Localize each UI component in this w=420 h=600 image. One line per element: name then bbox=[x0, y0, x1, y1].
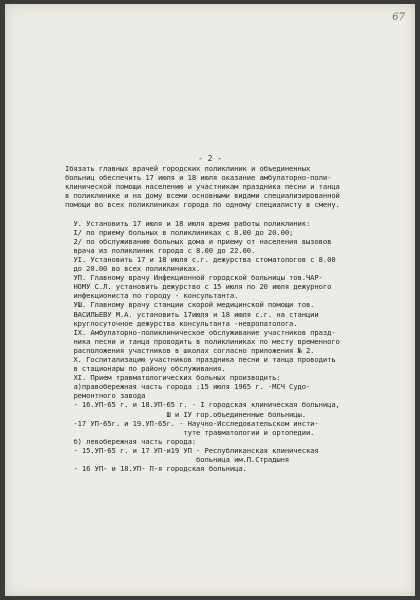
text-line: расположения участников в школах согласно приложения № 2. bbox=[65, 345, 315, 355]
text-line: УШ. Главному врачу станции скорой медицинской помощи тов. bbox=[65, 300, 315, 310]
text-line: -17 УП-65г. и 19.УП-65г. - Научно-Исследовательском инсти- bbox=[65, 418, 319, 428]
document-page bbox=[5, 4, 415, 596]
text-line: ремонтного завода bbox=[65, 391, 146, 401]
text-line: врача из поликлиник города с 8.00 до 22.00. bbox=[65, 245, 256, 255]
text-line: УI. Установить 17 и 18 июля с.г. дежурства стоматологов с 8.00 bbox=[65, 254, 336, 264]
text-line: клинической помощи населению и участникам праздника песни и танца bbox=[65, 182, 340, 192]
text-line: круглосуточное дежурства консультанта -невропатолога. bbox=[65, 318, 298, 328]
text-line: IX. Амбулаторно-поликлиническое обслуживание участников празд- bbox=[65, 327, 336, 337]
text-line: ника песни и танца проводить в поликлиниках по месту временного bbox=[65, 336, 340, 346]
text-line: туте травматологии и ортопедии. bbox=[65, 427, 315, 437]
text-line: помощи во всех поликлиниках города по одному специалисту в смену. bbox=[65, 200, 340, 210]
text-line: ВАСИЛЬЕВУ М.А. установить 17июля и 18 июля с.г. на станции bbox=[65, 309, 319, 319]
text-line: I/ по приему больных в поликлиниках с 8.00 до 20.00; bbox=[65, 227, 294, 237]
text-line: НОМУ С.Л. установить дежурство с 15 июля по 20 июля дежурного bbox=[65, 282, 332, 292]
text-line: - 16 УП- и 18.УП- П-я городская больница. bbox=[65, 464, 247, 474]
text-line: в поликлинике и на дому всеми основными видами специализированной bbox=[65, 191, 340, 201]
text-line: до 20.00 во всех поликлиниках. bbox=[65, 264, 201, 274]
text-line: Ш и IУ гор.объединенные больницы. bbox=[65, 409, 306, 419]
text-line: 2/ по обслуживанию больных дома и приему от населения вызовов bbox=[65, 236, 332, 246]
text-line: - 15.УП-65 г. и 17 УП-и19 УП - Республиканская клиническая bbox=[65, 445, 319, 455]
text-line: а)правобережная часть города :15 июля 1965 г. -МСЧ Судо- bbox=[65, 382, 311, 392]
text-line: Iбязать главных врачей городских поликлиник и объединенных bbox=[65, 164, 311, 173]
text-line: XI. Прием травматологических больных производить: bbox=[65, 373, 281, 383]
text-line: У. Установить 17 июля и 18 июля время работы поликлиник: bbox=[65, 218, 311, 228]
text-line: УП. Главному врачу Инфекционной городской больницы тов.ЧАР- bbox=[65, 273, 323, 283]
text-line: больница им.П.Страдыня bbox=[65, 455, 290, 464]
text-line bbox=[65, 209, 401, 218]
handwritten-page-number: 67 bbox=[392, 12, 405, 23]
text-line: Х. Госпитализацию участников праздника песни и танца проводить bbox=[65, 354, 336, 364]
text-line: инфекциониста по городу - консультанта. bbox=[65, 291, 239, 301]
text-line: б) левобережная часть города: bbox=[65, 436, 197, 446]
text-line: - 16.УП-65 г. и 18.УП-65 г. - I городская клиническая больница, bbox=[65, 400, 340, 410]
text-line: больниц обеспечить 17 июля и 18 июля оказание амбулаторно-поли- bbox=[65, 173, 332, 183]
document-body bbox=[65, 164, 401, 473]
page-header: - 2 - bbox=[197, 154, 223, 163]
text-line: в стационары по району обслуживания. bbox=[65, 364, 226, 374]
